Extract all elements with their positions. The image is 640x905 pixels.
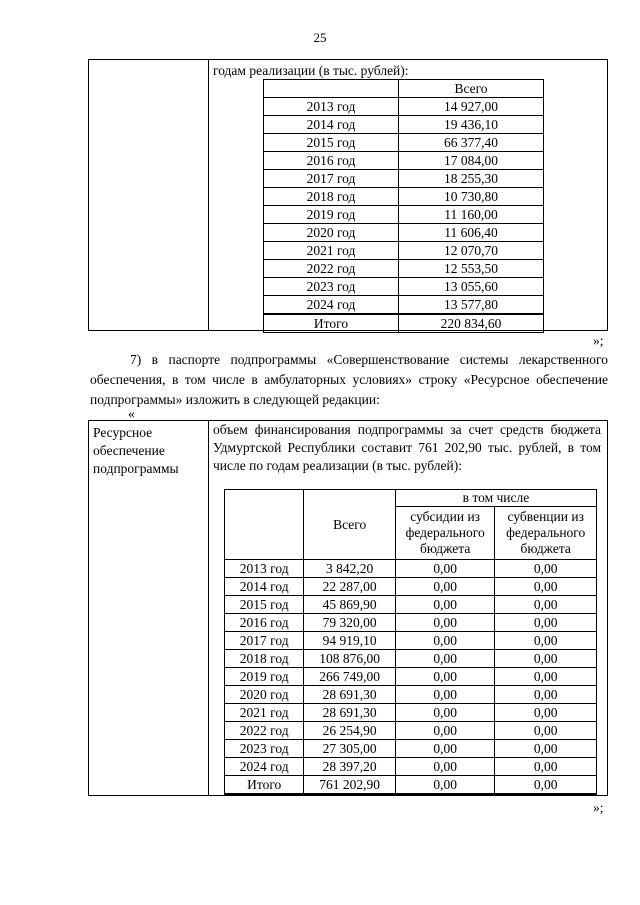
subventions-cell: 0,00 <box>495 632 597 650</box>
funding-description: объем финансирования подпрограммы за счет средств бюджета Удмуртской Республики составит 761 202,90 тыс. рублей, в том числе по годам реализации (в тыс. рублей): <box>213 422 601 473</box>
funding-by-year-table-2 <box>224 489 597 795</box>
value-cell: 19 436,10 <box>399 116 544 134</box>
year-cell: 2019 год <box>264 206 399 224</box>
year-cell: 2013 год <box>264 98 399 116</box>
year-cell: 2021 год <box>225 704 304 722</box>
funding-by-year-table-1 <box>263 79 544 333</box>
header-including: в том числе <box>395 490 596 507</box>
year-cell: 2024 год <box>264 296 399 315</box>
year-cell: 2015 год <box>225 596 304 614</box>
subventions-cell: 0,00 <box>495 686 597 704</box>
fragment1-intro: годам реализации (в тыс. рублей): <box>213 63 409 78</box>
column-divider <box>208 421 209 795</box>
year-cell: 2014 год <box>225 578 304 596</box>
total-cell: 26 254,90 <box>304 722 395 740</box>
table-row <box>264 206 544 224</box>
table-row <box>225 632 597 650</box>
year-cell: 2018 год <box>225 650 304 668</box>
total-cell: 108 876,00 <box>304 650 395 668</box>
total-cell: 266 749,00 <box>304 668 395 686</box>
subventions-cell: 0,00 <box>495 578 597 596</box>
total-row <box>264 314 544 333</box>
subsidies-cell: 0,00 <box>395 578 495 596</box>
total-cell: 28 397,20 <box>304 758 395 776</box>
table-row <box>225 668 597 686</box>
value-cell: 11 606,40 <box>399 224 544 242</box>
header-total: Всего <box>399 80 544 98</box>
header-subventions: субвенции из федерального бюджета <box>495 507 597 560</box>
table-header-row <box>264 80 544 98</box>
table-row <box>264 116 544 134</box>
subventions-cell: 0,00 <box>495 668 597 686</box>
total-label: Итого <box>225 776 304 795</box>
total-cell: 28 691,30 <box>304 704 395 722</box>
subsidies-cell: 0,00 <box>395 560 495 578</box>
year-cell: 2023 год <box>225 740 304 758</box>
column-divider <box>208 60 209 330</box>
table-row <box>264 188 544 206</box>
year-cell: 2021 год <box>264 242 399 260</box>
value-cell: 17 084,00 <box>399 152 544 170</box>
year-cell: 2024 год <box>225 758 304 776</box>
amendment-text: 7) в паспорте подпрограммы «Совершенствование системы лекарственного обеспечения, в том числе в амбулаторных условиях» строку «Ресурсное обеспечение подпрограммы» изложить в следующей редакции: <box>90 352 608 407</box>
table-row <box>225 758 597 776</box>
value-cell: 12 553,50 <box>399 260 544 278</box>
table-row <box>264 242 544 260</box>
year-cell: 2016 год <box>225 614 304 632</box>
year-cell: 2020 год <box>264 224 399 242</box>
year-cell: 2015 год <box>264 134 399 152</box>
value-cell: 13 577,80 <box>399 296 544 315</box>
closing-quote-1: »; <box>593 333 604 348</box>
table-row <box>264 152 544 170</box>
header-empty-cell <box>225 490 304 560</box>
amendment-paragraph <box>90 350 608 410</box>
subsidies-cell: 0,00 <box>395 722 495 740</box>
year-cell: 2014 год <box>264 116 399 134</box>
total-row <box>225 776 597 795</box>
value-cell: 66 377,40 <box>399 134 544 152</box>
table-row <box>225 740 597 758</box>
subventions-cell: 0,00 <box>495 614 597 632</box>
table-row <box>225 704 597 722</box>
subventions-cell: 0,00 <box>495 596 597 614</box>
total-subventions: 0,00 <box>495 776 597 795</box>
table-row <box>225 578 597 596</box>
subsidies-cell: 0,00 <box>395 650 495 668</box>
opening-quote: « <box>128 406 135 421</box>
subventions-cell: 0,00 <box>495 650 597 668</box>
year-cell: 2023 год <box>264 278 399 296</box>
header-total: Всего <box>304 490 395 560</box>
header-subsidies: субсидии из федерального бюджета <box>395 507 495 560</box>
value-cell: 11 160,00 <box>399 206 544 224</box>
table-row <box>264 224 544 242</box>
closing-quote-2: »; <box>593 800 604 815</box>
year-cell: 2020 год <box>225 686 304 704</box>
year-cell: 2019 год <box>225 668 304 686</box>
table-row <box>225 722 597 740</box>
row-label: Ресурсное обеспечение подпрограммы <box>93 425 179 476</box>
subventions-cell: 0,00 <box>495 740 597 758</box>
table-row <box>225 614 597 632</box>
total-value: 761 202,90 <box>304 776 395 795</box>
subsidies-cell: 0,00 <box>395 740 495 758</box>
year-cell: 2022 год <box>264 260 399 278</box>
total-cell: 22 287,00 <box>304 578 395 596</box>
table-row <box>264 134 544 152</box>
subsidies-cell: 0,00 <box>395 632 495 650</box>
total-cell: 27 305,00 <box>304 740 395 758</box>
subventions-cell: 0,00 <box>495 722 597 740</box>
value-cell: 14 927,00 <box>399 98 544 116</box>
table-header-row <box>225 490 597 507</box>
subsidies-cell: 0,00 <box>395 596 495 614</box>
total-cell: 94 919,10 <box>304 632 395 650</box>
year-cell: 2013 год <box>225 560 304 578</box>
subsidies-cell: 0,00 <box>395 758 495 776</box>
subsidies-cell: 0,00 <box>395 668 495 686</box>
table-row <box>264 278 544 296</box>
table-row <box>225 596 597 614</box>
table-row <box>264 98 544 116</box>
year-cell: 2017 год <box>225 632 304 650</box>
value-cell: 13 055,60 <box>399 278 544 296</box>
year-cell: 2016 год <box>264 152 399 170</box>
table-row <box>264 170 544 188</box>
table-row <box>264 260 544 278</box>
subventions-cell: 0,00 <box>495 758 597 776</box>
subsidies-cell: 0,00 <box>395 614 495 632</box>
subventions-cell: 0,00 <box>495 560 597 578</box>
subsidies-cell: 0,00 <box>395 704 495 722</box>
total-cell: 28 691,30 <box>304 686 395 704</box>
header-empty-cell <box>264 80 399 98</box>
subsidies-cell: 0,00 <box>395 686 495 704</box>
total-value: 220 834,60 <box>399 314 544 333</box>
total-cell: 3 842,20 <box>304 560 395 578</box>
year-cell: 2018 год <box>264 188 399 206</box>
value-cell: 10 730,80 <box>399 188 544 206</box>
value-cell: 12 070,70 <box>399 242 544 260</box>
table-row <box>225 560 597 578</box>
table-row <box>225 686 597 704</box>
table-row <box>225 650 597 668</box>
total-subsidies: 0,00 <box>395 776 495 795</box>
total-cell: 79 320,00 <box>304 614 395 632</box>
year-cell: 2022 год <box>225 722 304 740</box>
table-row <box>264 296 544 315</box>
subventions-cell: 0,00 <box>495 704 597 722</box>
total-label: Итого <box>264 314 399 333</box>
page-number: 25 <box>313 30 327 45</box>
value-cell: 18 255,30 <box>399 170 544 188</box>
year-cell: 2017 год <box>264 170 399 188</box>
total-cell: 45 869,90 <box>304 596 395 614</box>
